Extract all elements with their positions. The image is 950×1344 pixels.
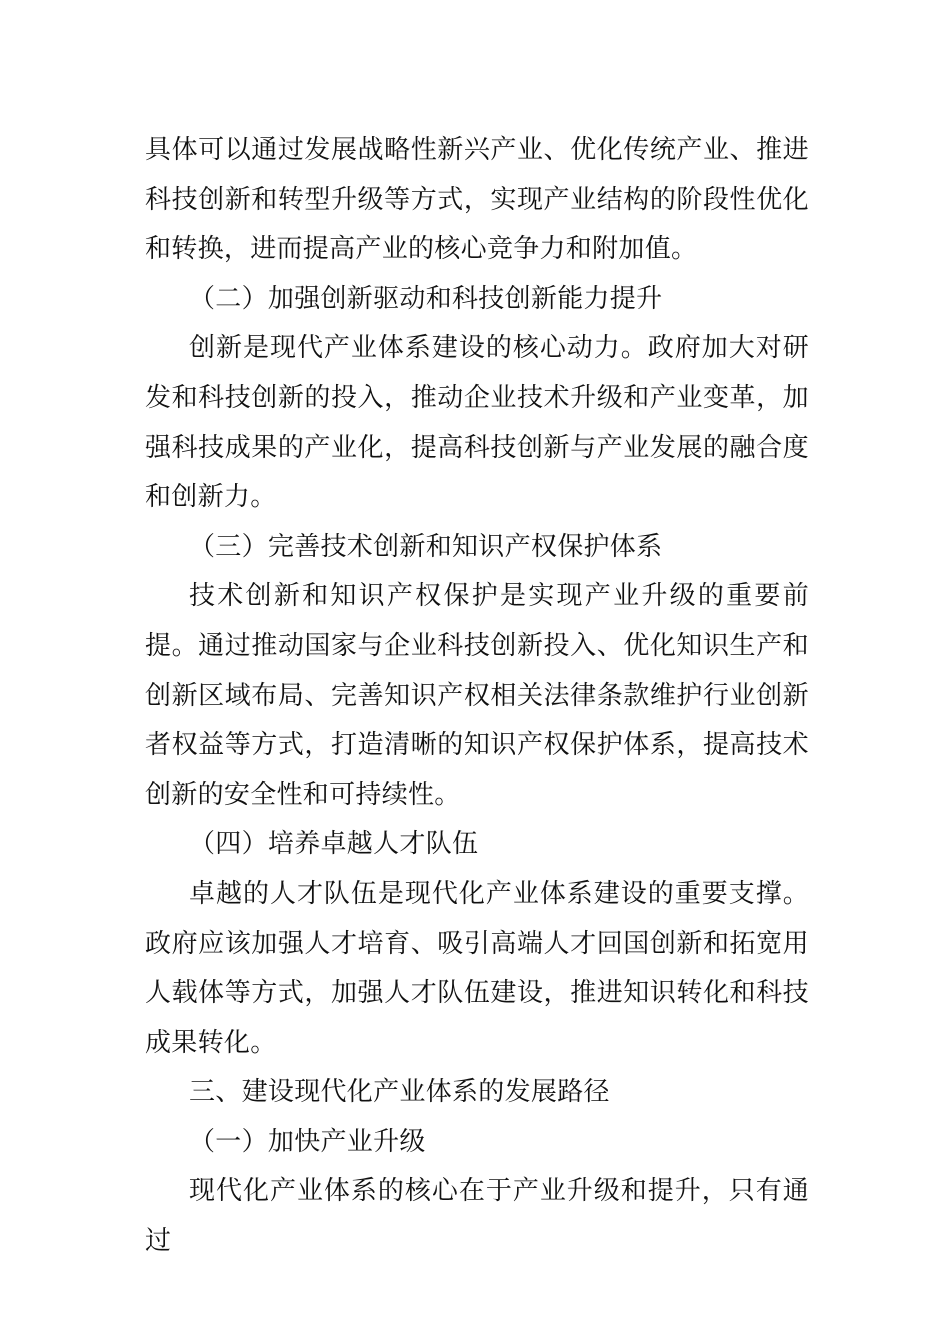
- section-heading-1: （一）加快产业升级: [189, 1126, 426, 1157]
- paragraph-upgrade: 现代化产业体系的核心在于产业升级和提升，只有通过: [145, 1176, 809, 1257]
- section-heading-3: （三）完善技术创新和知识产权保护体系: [189, 531, 663, 562]
- paragraph-ip-protection: 技术创新和知识产权保护是实现产业升级的重要前提。通过推动国家与企业科技创新投入、优化知识生产和创新区域布局、完善知识产权相关法律条款维护行业创新者权益等方式，打造清晰的知识产权保护体系，提高技术创新的安全性和可持续性。: [145, 581, 809, 810]
- paragraph-continuation: 具体可以通过发展战略性新兴产业、优化传统产业、推进科技创新和转型升级等方式，实现产业结构的阶段性优化和转换，进而提高产业的核心竞争力和附加值。: [145, 135, 809, 265]
- document-body: [145, 126, 809, 1267]
- section-heading-4: （四）培养卓越人才队伍: [189, 829, 479, 860]
- chapter-heading-3: 三、建设现代化产业体系的发展路径: [189, 1077, 610, 1108]
- paragraph-innovation: 创新是现代产业体系建设的核心动力。政府加大对研发和科技创新的投入，推动企业技术升级和产业变革，加强科技成果的产业化，提高科技创新与产业发展的融合度和创新力。: [145, 333, 809, 513]
- section-heading-2: （二）加强创新驱动和科技创新能力提升: [189, 283, 663, 314]
- paragraph-talent: 卓越的人才队伍是现代化产业体系建设的重要支撑。政府应该加强人才培育、吸引高端人才回国创新和拓宽用人载体等方式，加强人才队伍建设，推进知识转化和科技成果转化。: [145, 878, 809, 1058]
